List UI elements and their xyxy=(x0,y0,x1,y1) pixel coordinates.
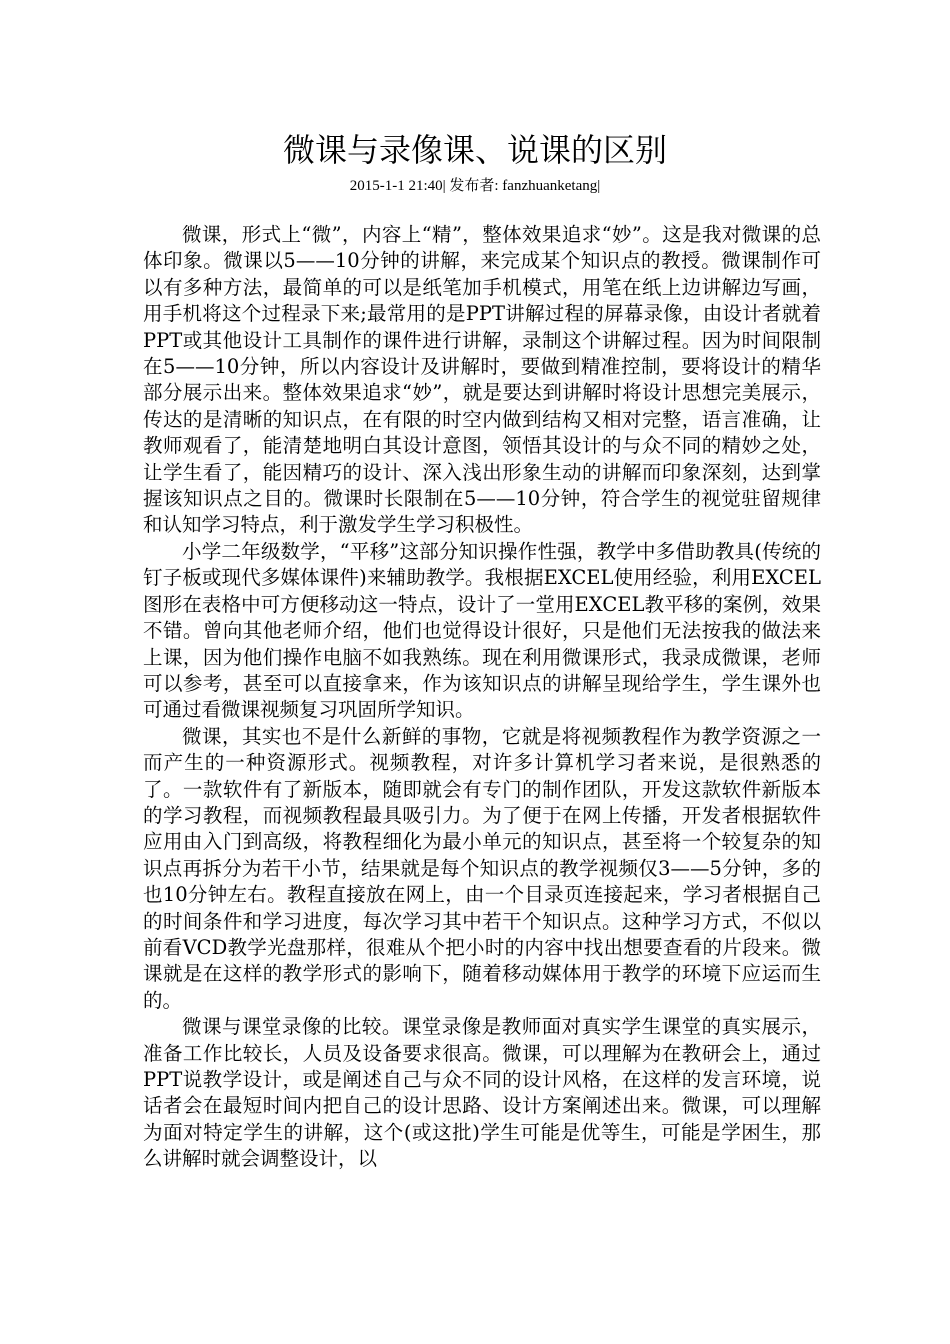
article-title: 微课与录像课、说课的区别 xyxy=(282,131,667,169)
article-body xyxy=(143,222,821,1173)
paragraph: 小学二年级数学，“平移”这部分知识操作性强，教学中多借助教具(传统的钉子板或现代多媒体课件)来辅助教学。我根据EXCEL使用经验，利用EXCEL图形在表格中可方便移动这一特点，设计了一堂用EXCEL教平移的案例，效果不错。曾向其他老师介绍，他们也觉得设计很好，只是他们无法按我的做法来上课，因为他们操作电脑不如我熟练。现在利用微课形式，我录成微课，老师可以参考，甚至可以直接拿来，作为该知识点的讲解呈现给学生，学生课外也可通过看微课视频复习巩固所学知识。 xyxy=(143,539,821,722)
paragraph: 微课与课堂录像的比较。课堂录像是教师面对真实学生课堂的真实展示，准备工作比较长，人员及设备要求很高。微课，可以理解为在教研会上，通过PPT说教学设计，或是阐述自己与众不同的设计风格，在这样的发言环境，说话者会在最短时间内把自己的设计思路、设计方案阐述出来。微课，可以理解为面对特定学生的讲解，这个(或这批)学生可能是优等生，可能是学困生，那么讲解时就会调整设计，以 xyxy=(143,1015,821,1171)
article-meta: 2015-1-1 21:40| 发布者: fanzhuanketang| xyxy=(349,178,601,194)
paragraph: 微课，其实也不是什么新鲜的事物，它就是将视频教程作为教学资源之一而产生的一种资源形式。视频教程，对许多计算机学习者来说，是很熟悉的了。一款软件有了新版本，随即就会有专门的制作团队，开发这款软件新版本的学习教程，而视频教程最具吸引力。为了便于在网上传播，开发者根据软件应用由入门到高级，将教程细化为最小单元的知识点，甚至将一个较复杂的知识点再拆分为若干小节，结果就是每个知识点的教学视频仅3——5分钟，多的也10分钟左右。教程直接放在网上，由一个目录页连接起来，学习者根据自己的时间条件和学习进度，每次学习其中若干个知识点。这种学习方式，不似以前看VCD教学光盘那样，很难从个把小时的内容中找出想要查看的片段来。微课就是在这样的教学形式的影响下，随着移动媒体用于教学的环境下应运而生的。 xyxy=(143,724,821,1012)
paragraph: 微课，形式上“微”，内容上“精”，整体效果追求“妙”。这是我对微课的总体印象。微课以5——10分钟的讲解，来完成某个知识点的教授。微课制作可以有多种方法，最简单的可以是纸笔加手机模式，用笔在纸上边讲解边写画，用手机将这个过程录下来;最常用的是PPT讲解过程的屏幕录像，由设计者就着PPT或其他设计工具制作的课件进行讲解，录制这个讲解过程。因为时间限制在5——10分钟，所以内容设计及讲解时，要做到精准控制，要将设计的精华部分展示出来。整体效果追求“妙”，就是要达到讲解时将设计思想完美展示，传达的是清晰的知识点，在有限的时空内做到结构又相对完整，语言准确，让教师观看了，能清楚地明白其设计意图，领悟其设计的与众不同的精妙之处，让学生看了，能因精巧的设计、深入浅出形象生动的讲解而印象深刻，达到掌握该知识点之目的。微课时长限制在5——10分钟，符合学生的视觉驻留规律和认知学习特点，利于激发学生学习积极性。 xyxy=(143,223,821,537)
